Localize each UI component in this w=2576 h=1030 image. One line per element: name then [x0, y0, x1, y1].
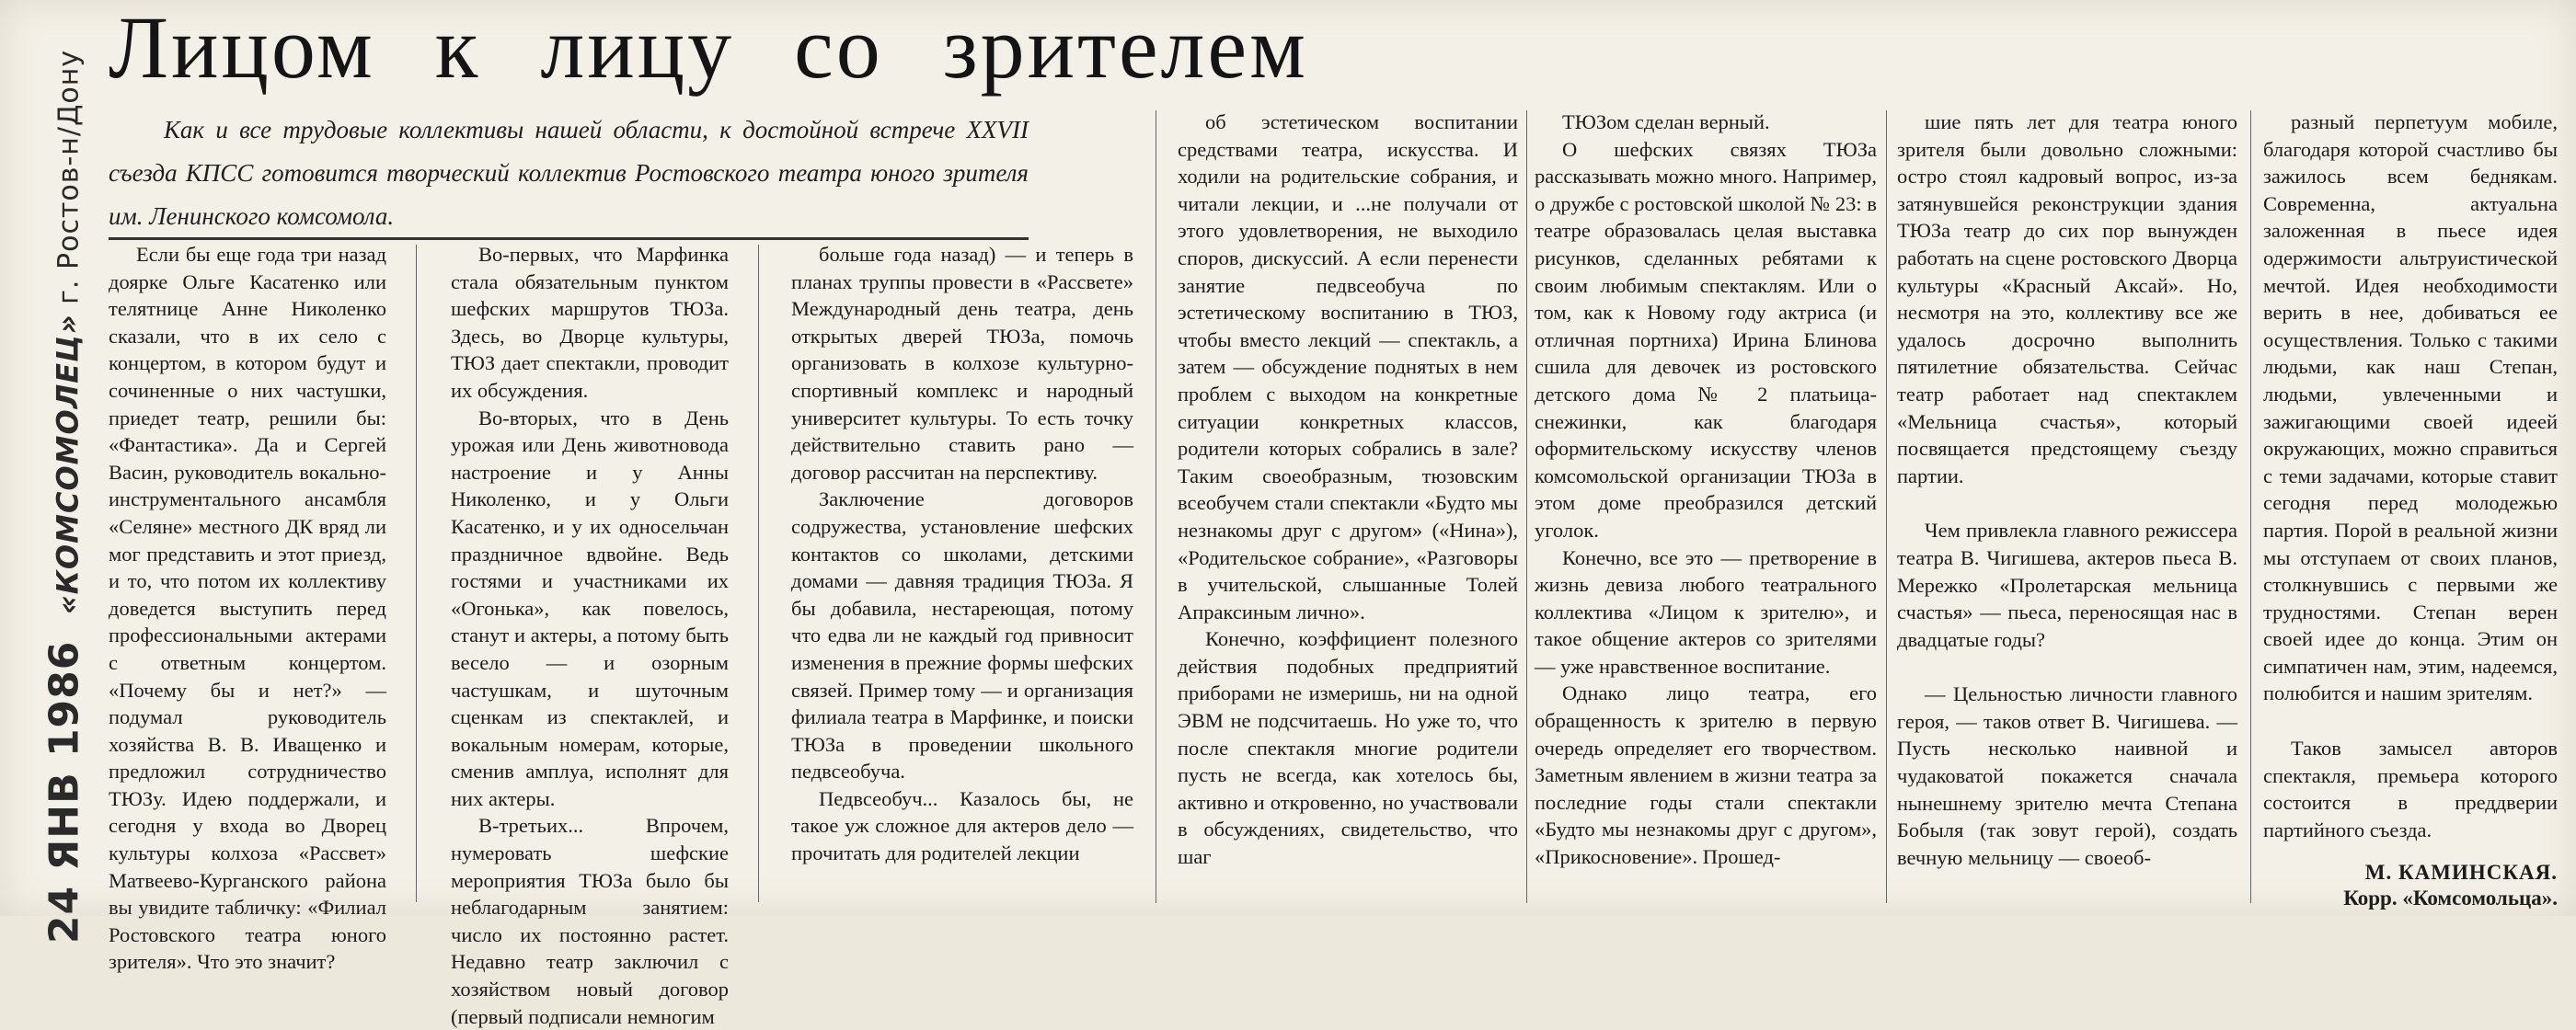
paragraph: Заключение договоров содружества, установление шефских контактов со школами, детскими домами — давняя традиция ТЮЗа. Я бы добавила, нестареющая, потому что едва ли не каждый год привносит изменения в прежние формы шефских связей. Пример тому — и организация филиала театра в Марфинке, и поиски ТЮЗа в проведении школьного педвсеобуча. — [791, 487, 1133, 784]
column-4 — [1178, 109, 1518, 907]
paragraph: разный перпетуум мобиле, благодаря которой счастливо бы зажилось всем беднякам. Современна, актуальна заложенная в пьесе идея одержимости альтруистической мечтой. Идея необходимости верить в нее, добиваться ее осуществления. Только с такими людьми, как наш Степан, людьми, увлеченными и зажигающими своей идеей окружающих, можно справиться с теми задачами, которые ставит сегодня перед молодежью партия. Порой в реальной жизни мы отступаем от своих планов, столкнувшись с первыми же трудностями. Степан верен своей идее до конца. Этим он симпатичен нам, этим, надеемся, полюбится и нашим зрителям. — [2263, 110, 2558, 705]
paragraph: Во-вторых, что в День урожая или День животновода настроение и у Анны Николенко, и у Ольги Касатенко, и у их односельчан праздничное вдвойне. Ведь гостями и участниками их «Огонька», как повелось, станут и актеры, а потому быть весело — и озорным частушкам, и шуточным сценкам из спектаклей, и вокальным номерам, которые, сменив амплуа, исполнят для них актеры. — [451, 406, 729, 810]
stamp-line — [41, 50, 88, 944]
paragraph: Чем привлекла главного режиссера театра В. Чигишева, актеров пьеса В. Мережко «Пролетарская мельница счастья» — пьеса, переносящая нас в двадцатые годы? — [1897, 519, 2237, 651]
author-signature — [2263, 860, 2558, 911]
paragraph: Во-первых, что Марфинка стала обязательным пунктом шефских маршрутов ТЮЗа. Здесь, во Дворце культуры, ТЮЗ дает спектакли, проводит их обсуждения. — [451, 243, 729, 402]
paragraph: — Цельностью личности главного героя, — таков ответ В. Чигишева. — Пусть несколько наивной и чудаковатой покажется сначала нынешнему зрителю мечта Степана Бобыля (так зовут герой), создать вечную мельницу — своеоб- — [1897, 682, 2237, 869]
archive-stamp — [18, 49, 110, 944]
stamp-date: 24 ЯНВ 1986 — [40, 640, 88, 944]
author-role: Корр. «Комсомольца». — [2343, 887, 2558, 910]
column-divider — [416, 245, 417, 902]
paragraph: больше года назад) — и теперь в планах труппы провести в «Рассвете» Международный день театра, день открытых дверей ТЮЗа, помочь организовать в колхозе культурно-спортивный комплекс и народный университет культуры. То есть точку действительно ставить рано — договор рассчитан на перспективу. — [791, 243, 1133, 484]
paragraph: Педвсеобуч... Казалось бы, не такое уж сложное для актеров дело — прочитать для родителей лекции — [791, 786, 1133, 865]
stamp-city: г. Ростов-н/Дону — [52, 49, 86, 304]
paragraph: ТЮЗом сделан верный. — [1562, 110, 1770, 133]
paragraph: Конечно, коэффициент полезного действия подобных предприятий приборами не измеришь, ни на одной ЭВМ не подсчитаешь. Но уже то, что после спектакля многие родители пусть не всегда, как хотелось бы, активно и откровенно, но участвовали в обсуждениях, свидетельство, что шаг — [1178, 627, 1518, 869]
paragraph: В-третьих... Впрочем, нумеровать шефские мероприятия ТЮЗа было бы неблагодарным занятием: число их постоянно растет. Недавно театр заключил с хозяйством новый договор (первый подписали немногим — [451, 814, 729, 1028]
column-divider — [1886, 110, 1887, 903]
column-divider — [2250, 110, 2251, 903]
column-6 — [1897, 109, 2237, 907]
paragraph: Однако лицо театра, его обращенность к зрителю в первую очередь определяет его творчеством. Заметным явлением в жизни театра за последние годы стали спектакли «Будто мы незнакомы друг с другом», «Прикосновение». Прошед- — [1535, 681, 1877, 869]
paragraph: Конечно, все это — претворение в жизнь девиза любого театрального коллектива «Лицом к зрителю», и такое общение актеров со зрителями — уже нравственное воспитание. — [1535, 545, 1877, 678]
lead-text: Как и все трудовые коллективы нашей области, к достойной встрече XXVII съезда КПСС готовится творческий коллектив Ростовского театра юного зрителя им. Ленинского комсомола. — [109, 116, 1029, 230]
column-divider — [1526, 110, 1527, 903]
column-divider — [758, 245, 759, 902]
paragraph: Таков замысел авторов спектакля, премьера которого состоится в преддверии партийного съезда. — [2263, 737, 2558, 841]
article-lead — [109, 109, 1029, 238]
paragraph: шие пять лет для театра юного зрителя были довольно сложными: остро стоял кадровый вопрос, из-за затянувшейся реконструкции здания ТЮЗа театр до сих пор вынужден работать на сцене ростовского Дворца культуры «Красный Аксай». Но, несмотря на это, коллективу все же удалось досрочно выполнить пятилетние обязательства. Сейчас театр работает над спектаклем «Мельница счастья», который посвящается предстоящему съезду партии. — [1897, 110, 2237, 487]
column-7 — [2263, 109, 2558, 907]
article-headline: Лицом к лицу со зрителем — [109, 0, 1308, 97]
stamp-newspaper: «КОМСОМОЛЕЦ» — [50, 314, 86, 615]
lead-divider — [109, 237, 1029, 240]
column-5 — [1535, 109, 1877, 907]
paragraph: об эстетическом воспитании средствами театра, искусства. И ходили на родительские собрания, и читали лекции, и ...не получали от этого удовлетворения, не выходило споров, дискуссий. А если перенести занятие педвсеобуча по эстетическому воспитанию в ТЮЗ, чтобы вместо лекций — спектакль, а затем — обсуждение поднятых в нем проблем с выходом на конкретные ситуации конкретных классов, родители которых собрались в зале? Таким своеобразным, тюзовским всеобучем стали спектакли «Будто мы незнакомы друг с другом» («Нина»), «Родительское собрание», «Разговоры в учительской, слышанные Толей Апраксиным лично». — [1178, 110, 1518, 624]
author-name: М. КАМИНСКАЯ. — [2364, 861, 2558, 884]
column-3 — [791, 241, 1133, 907]
column-2 — [451, 241, 729, 1028]
paragraph: О шефских связях ТЮЗа рассказывать можно много. Например, о дружбе с ростовской школой № 23: в театре образовалась целая выставка рисунков, сделанных ребятами к своим любимым спектаклям. Или о том, как к Новому году актриса (и отличная портниха) Ирина Блинова сшила для девочек из ростовского детского дома № 2 платьица-снежинки, как благодаря оформительскому искусству членов комсомольской организации ТЮЗа в этом доме преобразился детский уголок. — [1535, 137, 1877, 542]
paragraph: Если бы еще года три назад доярке Ольге Касатенко или телятнице Анне Николенко сказали, что в их село с концертом, в котором будут и сочиненные о них частушки, приедет театр, решили бы: «Фантастика». Да и Сергей Васин, руководитель вокально-инструментального ансамбля «Селяне» местного ДК вряд ли мог представить и этот приезд, и то, что потом их коллективу доведется выступить перед профессиональными актерами с ответным концертом. «Почему бы и нет?» — подумал руководитель хозяйства В. В. Иващенко и предложил сотрудничество ТЮЗу. Идею поддержали, и сегодня у входа во Дворец культуры колхоза «Рассвет» Матвеево-Курганского района вы увидите табличку: «Филиал Ростовского театра юного зрителя». Что это значит? — [109, 243, 386, 974]
column-1 — [109, 241, 386, 974]
